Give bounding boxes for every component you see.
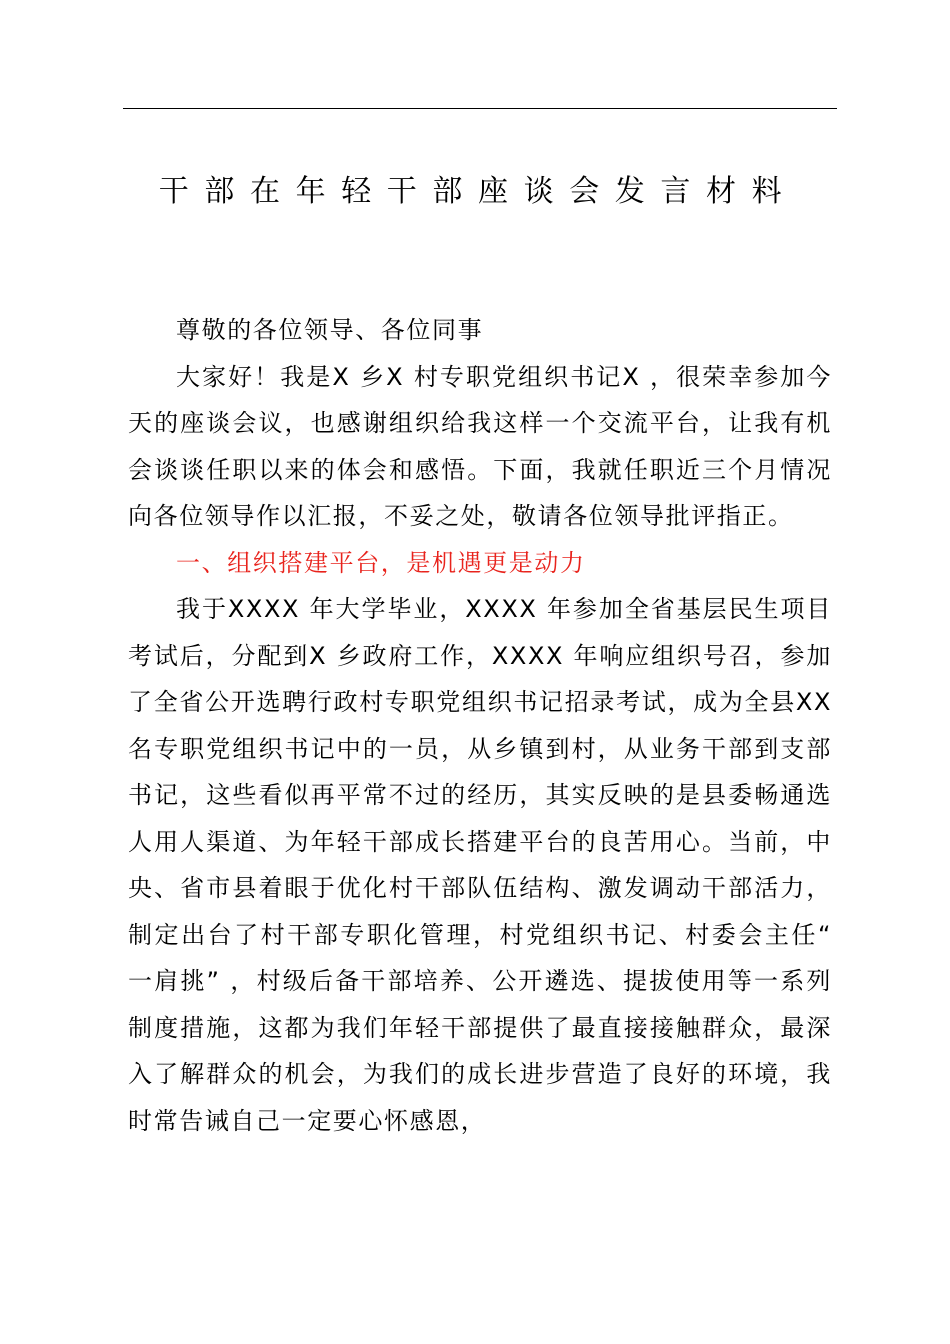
- document-title: 干部在年轻干部座谈会发言材料: [158, 174, 798, 209]
- body-paragraph: 我于XXXX 年大学毕业，XXXX 年参加全省基层民生项目考试后，分配到X 乡政府工作，XXXX 年响应组织号召，参加了全省公开选聘行政村专职党组织书记招录考试，成为全县XX 名专职党组织书记中的一员，从乡镇到村，从业务干部到支部书记，这些看似再平常不过的经历，其实反映的是县委畅通选人用人渠道、为年轻干部成长搭建平台的良苦用心。当前，中央、省市县着眼于优化村干部队伍结构、激发调动干部活力，制定出台了村干部专职化管理，村党组织书记、村委会主任“ 一肩挑” ，村级后备干部培养、公开遴选、提拔使用等一系列制度措施，这都为我们年轻干部提供了最直接接触群众，最深入了解群众的机会，为我们的成长进步营造了良好的环境，我时常告诫自己一定要心怀感恩，: [128, 595, 832, 1135]
- header-rule: [123, 108, 837, 109]
- section-heading: 一、组织搭建平台，是机遇更是动力: [176, 548, 586, 577]
- greeting-paragraph: 尊敬的各位领导、各位同事: [176, 316, 484, 344]
- intro-paragraph: 大家好！我是X 乡X 村专职党组织书记X ，很荣幸参加今天的座谈会议，也感谢组织给我这样一个交流平台，让我有机会谈谈任职以来的体会和感悟。下面，我就任职近三个月情况向各位领导作以汇报，不妥之处，敬请各位领导批评指正。: [128, 362, 832, 530]
- document-body: [128, 307, 832, 1144]
